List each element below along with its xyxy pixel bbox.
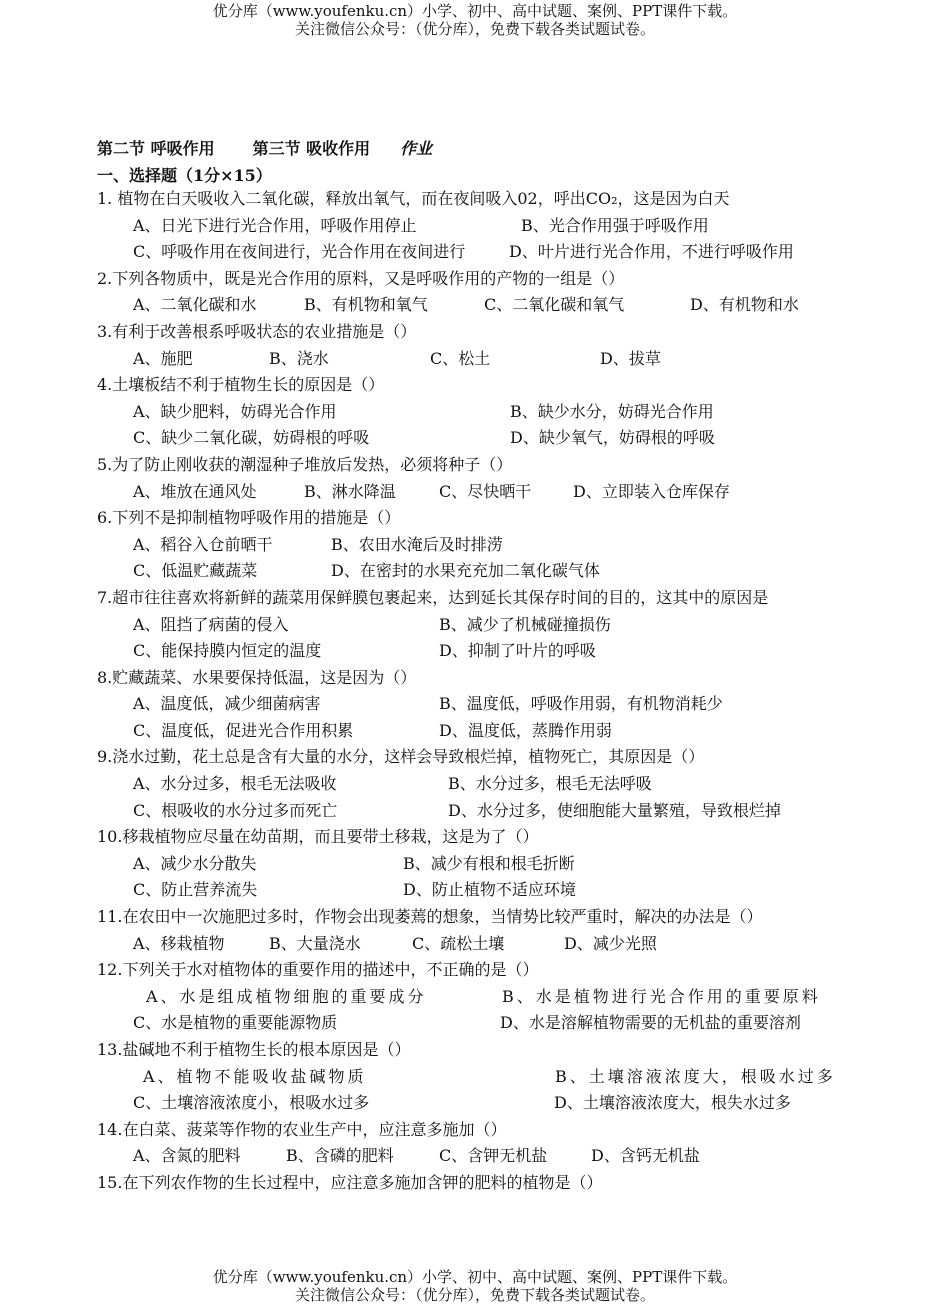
question-1: 1. 植物在白天吸收入二氧化碳，释放出氧气，而在夜间吸入02，呼出CO₂，这是因为白天 [97, 189, 730, 208]
option-d: D、在密封的水果充充加二氧化碳气体 [331, 561, 600, 581]
option-c: C、水是植物的重要能源物质 [133, 1013, 338, 1033]
question-13: 13.盐碱地不利于植物生长的根本原因是（） [97, 1040, 411, 1059]
options-row [97, 771, 877, 798]
options-row [97, 877, 877, 904]
option-b: B、减少了机械碰撞损伤 [439, 614, 611, 634]
option-b: B、淋水降温 [304, 481, 396, 501]
option-c: C、缺少二氧化碳，妨碍根的呼吸 [133, 428, 370, 448]
option-d: D、有机物和水 [690, 295, 799, 315]
option-a: A、水是组成植物细胞的重要成分 [146, 986, 427, 1006]
options-row [97, 1064, 877, 1091]
question-list [97, 186, 877, 1197]
option-a: A、温度低，减少细菌病害 [133, 694, 321, 714]
question-14: 14.在白菜、菠菜等作物的农业生产中，应注意多施加（） [97, 1119, 507, 1139]
question-15: 15.在下列农作物的生长过程中，应注意多施加含钾的肥料的植物是（） [97, 1172, 603, 1192]
option-a: A、稻谷入仓前晒干 [133, 534, 273, 554]
options-row [97, 931, 877, 958]
option-c: C、根吸收的水分过多而死亡 [133, 800, 338, 820]
options-row [97, 425, 877, 452]
options-row [97, 612, 877, 639]
option-d: D、抑制了叶片的呼吸 [439, 641, 596, 661]
options-row [97, 532, 877, 559]
title-part-3: 作业 [400, 139, 433, 158]
option-c: C、尽快晒干 [439, 481, 532, 501]
section-heading: 一、选择题（1分×15） [97, 166, 272, 185]
option-b: B、含磷的肥料 [286, 1146, 394, 1166]
options-row [97, 1010, 877, 1037]
question-2: 2.下列各物质中，既是光合作用的原料，又是呼吸作用的产物的一组是（） [97, 268, 625, 288]
options-row [97, 239, 877, 266]
option-a: A、堆放在通风处 [133, 481, 257, 501]
option-c: C、低温贮藏蔬菜 [133, 561, 258, 581]
option-d: D、立即装入仓库保存 [573, 481, 730, 501]
options-row [97, 213, 877, 240]
option-b: B、水是植物进行光合作用的重要原料 [502, 986, 821, 1006]
option-b: B、水分过多，根毛无法呼吸 [448, 774, 652, 794]
option-c: C、二氧化碳和氧气 [484, 295, 625, 315]
option-c: C、温度低，促进光合作用积累 [133, 720, 354, 740]
question-10: 10.移栽植物应尽量在幼苗期，而且要带土移栽，这是为了（） [97, 827, 539, 847]
option-d: D、水是溶解植物需要的无机盐的重要溶剂 [500, 1013, 801, 1033]
page-title [97, 136, 432, 159]
question-7: 7.超市往往喜欢将新鲜的蔬菜用保鲜膜包裹起来，达到延长其保存时间的目的，这其中的原因是 [97, 587, 769, 607]
header-line-2: 关注微信公众号：（优分库），免费下载各类试题试卷。 [294, 20, 655, 38]
question-8: 8.贮藏蔬菜、水果要保持低温，这是因为（） [97, 667, 417, 687]
option-c: C、防止营养流失 [133, 880, 258, 900]
option-d: D、拔草 [600, 348, 661, 368]
options-row [97, 1143, 877, 1170]
option-a: A、移栽植物 [133, 933, 225, 953]
option-c: C、疏松土壤 [412, 933, 505, 953]
option-d: D、防止植物不适应环境 [403, 880, 576, 900]
option-b: B、大量浇水 [269, 933, 361, 953]
footer-line-1: 优分库（www.youfenku.cn）小学、初中、高中试题、案例、PPT课件下载。 [212, 1268, 738, 1286]
option-d: D、水分过多，使细胞能大量繁殖，导致根烂掉 [448, 800, 781, 820]
options-row [97, 346, 877, 373]
option-a: A、含氮的肥料 [133, 1146, 241, 1166]
question-6: 6.下列不是抑制植物呼吸作用的措施是（） [97, 508, 401, 528]
option-b: B、温度低，呼吸作用弱，有机物消耗少 [439, 694, 723, 714]
option-c: C、能保持膜内恒定的温度 [133, 641, 322, 661]
options-row [97, 638, 877, 665]
header-line-1: 优分库（www.youfenku.cn）小学、初中、高中试题、案例、PPT课件下载。 [212, 2, 738, 20]
option-a: A、阻挡了病菌的侵入 [133, 614, 289, 634]
option-d: D、温度低，蒸腾作用弱 [439, 720, 612, 740]
option-c: C、呼吸作用在夜间进行，光合作用在夜间进行 [133, 242, 466, 262]
option-a: A、植物不能吸收盐碱物质 [143, 1066, 367, 1086]
options-row [97, 292, 877, 319]
option-d: D、减少光照 [564, 933, 657, 953]
options-row [97, 798, 877, 825]
title-part-2: 第三节 吸收作用 [252, 139, 371, 158]
option-d: D、缺少氧气，妨碍根的呼吸 [510, 428, 715, 448]
option-b: B、缺少水分，妨碍光合作用 [510, 401, 714, 421]
question-5: 5.为了防止刚收获的潮湿种子堆放后发热，必须将种子（） [97, 454, 513, 474]
question-12: 12.下列关于水对植物体的重要作用的描述中，不正确的是（） [97, 960, 539, 980]
question-9: 9.浇水过勤，花土总是含有大量的水分，这样会导致根烂掉，植物死亡，其原因是（） [97, 747, 705, 767]
option-b: B、减少有根和根毛折断 [403, 853, 575, 873]
option-a: A、缺少肥料，妨碍光合作用 [133, 401, 337, 421]
option-c: C、松土 [430, 348, 491, 368]
option-a: A、减少水分散失 [133, 853, 257, 873]
option-b: B、农田水淹后及时排涝 [331, 534, 503, 554]
option-b: B、有机物和氧气 [304, 295, 428, 315]
options-row [97, 1090, 877, 1117]
options-row [97, 691, 877, 718]
option-a: A、日光下进行光合作用，呼吸作用停止 [133, 215, 417, 235]
options-row [97, 718, 877, 745]
footer-line-2: 关注微信公众号：（优分库），免费下载各类试题试卷。 [294, 1286, 655, 1304]
options-row [97, 399, 877, 426]
option-a: A、二氧化碳和水 [133, 295, 257, 315]
option-c: C、含钾无机盐 [439, 1146, 548, 1166]
option-d: D、含钙无机盐 [591, 1146, 700, 1166]
options-row [97, 479, 877, 506]
question-11: 11.在农田中一次施肥过多时，作物会出现萎蔫的想象，当情势比较严重时，解决的办法是（） [97, 907, 763, 927]
title-part-1: 第二节 呼吸作用 [97, 139, 215, 158]
options-row [97, 558, 877, 585]
option-b: B、浇水 [269, 348, 329, 368]
option-a: A、水分过多，根毛无法吸收 [133, 774, 337, 794]
option-c: C、土壤溶液浓度小，根吸水过多 [133, 1093, 370, 1113]
options-row [97, 984, 877, 1011]
question-3: 3.有利于改善根系呼吸状态的农业措施是（） [97, 321, 417, 341]
option-d: D、叶片进行光合作用，不进行呼吸作用 [509, 242, 794, 262]
option-a: A、施肥 [133, 348, 193, 368]
options-row [97, 851, 877, 878]
option-b: B、土壤溶液浓度大，根吸水过多 [555, 1066, 836, 1086]
option-d: D、土壤溶液浓度大，根失水过多 [554, 1093, 791, 1113]
question-4: 4.土壤板结不利于植物生长的原因是（） [97, 375, 385, 395]
option-b: B、光合作用强于呼吸作用 [521, 215, 709, 235]
